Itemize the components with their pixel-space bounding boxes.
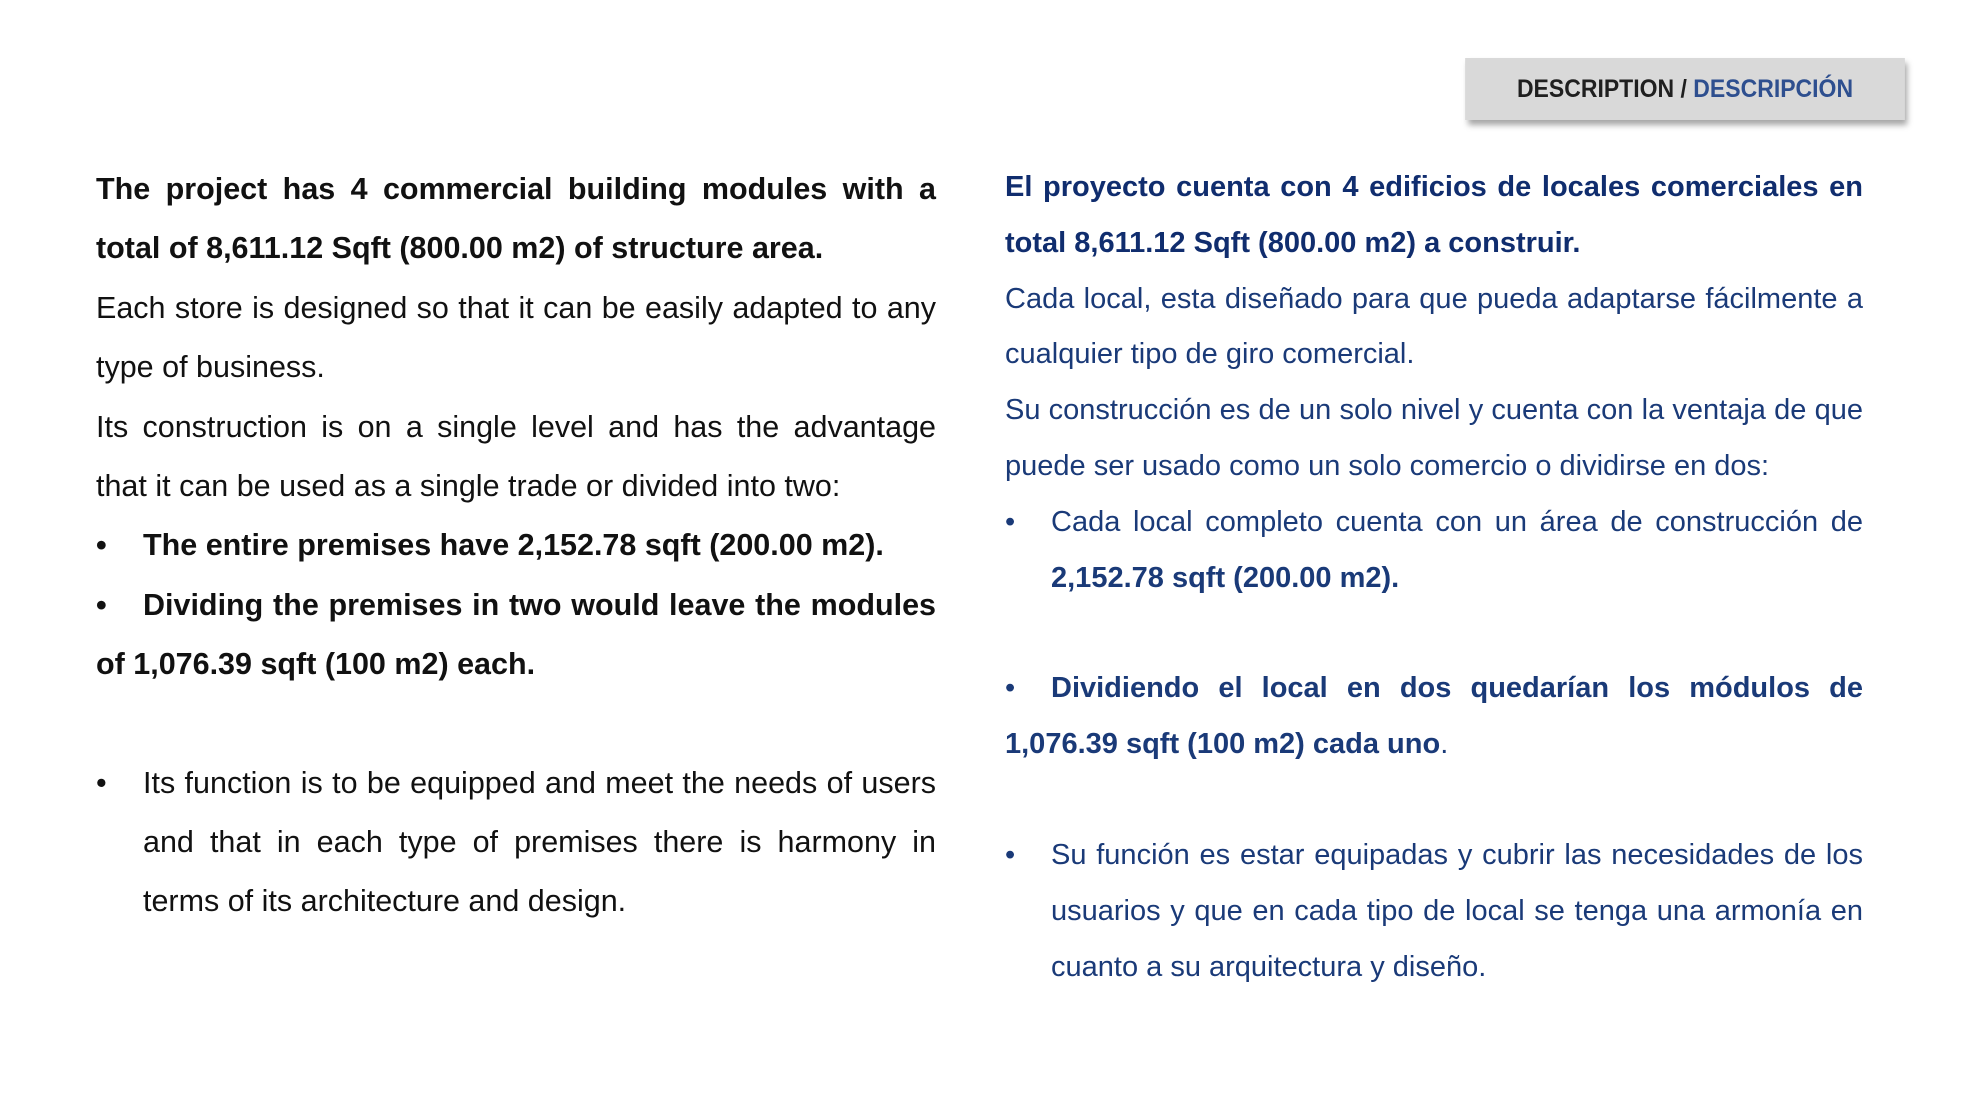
english-bullet-1-text: The entire premises have 2,152.78 sqft (200.00 m2). bbox=[143, 528, 884, 563]
spanish-bullet-1-text: Cada local completo cuenta con un área de construcción de bbox=[1051, 505, 1863, 538]
spanish-bullet-1 bbox=[1005, 495, 1863, 607]
header-label-en: DESCRIPTION bbox=[1516, 74, 1675, 103]
spanish-bullet-3-text: Su función es estar equipadas y cubrir las necesidades de los usuarios y que en cada tipo de local se tenga una armonía en cuanto a su arquitectura y diseño. bbox=[1051, 838, 1863, 983]
bullet-marker: • bbox=[96, 765, 107, 800]
header-label-es: DESCRIPCIÓN bbox=[1693, 74, 1854, 103]
section-header-tag bbox=[1465, 58, 1905, 120]
bullet-marker: • bbox=[96, 587, 107, 622]
spanish-bullet-2-end: . bbox=[1440, 728, 1449, 761]
english-paragraph-2: Its construction is on a single level and has the advantage that it can be used as a single trade or divided into two: bbox=[96, 409, 936, 504]
bullet-marker: • bbox=[1005, 838, 1016, 871]
english-intro: The project has 4 commercial building modules with a total of 8,611.12 Sqft (800.00 m2) of structure area. bbox=[96, 172, 936, 266]
spanish-bullet-2 bbox=[1005, 661, 1863, 773]
english-column bbox=[96, 160, 936, 932]
english-paragraph-1: Each store is designed so that it can be easily adapted to any type of business. bbox=[96, 290, 936, 385]
spanish-paragraph-1: Cada local, esta diseñado para que pueda adaptarse fácilmente a cualquier tipo de giro comercial. bbox=[1005, 282, 1863, 371]
header-separator: / bbox=[1674, 74, 1694, 103]
spanish-intro: El proyecto cuenta con 4 edificios de locales comerciales en total 8,611.12 Sqft (800.00 m2) a construir. bbox=[1005, 171, 1863, 259]
english-bullet-2-text: Dividing the premises in two would leave the modules of 1,076.39 sqft (100 m2) each. bbox=[96, 587, 936, 682]
english-bullet-1 bbox=[96, 516, 936, 575]
bullet-marker: • bbox=[96, 528, 107, 563]
spanish-bullet-2-bold: Dividiendo el local en dos quedarían los módulos de 1,076.39 sqft (100 m2) cada uno bbox=[1005, 672, 1863, 761]
spanish-bullet-3 bbox=[1005, 828, 1863, 995]
bullet-marker: • bbox=[1005, 672, 1016, 705]
english-bullet-2 bbox=[96, 576, 936, 695]
english-bullet-3 bbox=[96, 754, 936, 932]
spanish-bullet-1-bold: 2,152.78 sqft (200.00 m2). bbox=[1051, 561, 1400, 594]
spanish-column bbox=[1005, 160, 1863, 995]
english-bullet-3-text: Its function is to be equipped and meet the needs of users and that in each type of premises there is harmony in terms of its architecture and design. bbox=[143, 765, 936, 919]
spanish-paragraph-2: Su construcción es de un solo nivel y cuenta con la ventaja de que puede ser usado como un solo comercio o dividirse en dos: bbox=[1005, 394, 1863, 482]
bullet-marker: • bbox=[1005, 505, 1016, 538]
